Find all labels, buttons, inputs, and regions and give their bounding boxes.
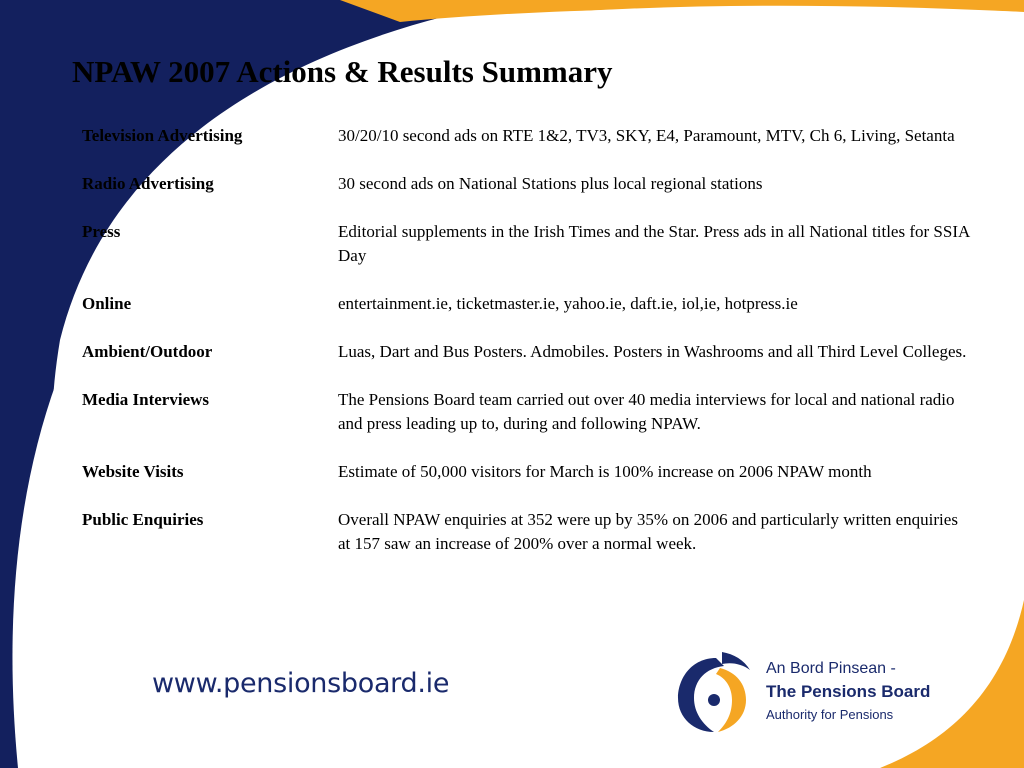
summary-row-television (82, 124, 982, 148)
row-text: The Pensions Board team carried out over 40 media interviews for local and national radio and press leading up to, during and following NPAW. (338, 390, 955, 433)
summary-row-radio (82, 172, 982, 196)
row-text: Editorial supplements in the Irish Times and the Star. Press ads in all National titles for SSIA Day (338, 222, 970, 265)
summary-row-press (82, 220, 982, 268)
website-url: www.pensionsboard.ie (152, 668, 450, 699)
row-label: Ambient/Outdoor (82, 342, 213, 361)
row-text: Luas, Dart and Bus Posters. Admobiles. Posters in Washrooms and all Third Level Colleges. (338, 342, 967, 361)
pensions-board-logo-text (766, 657, 930, 726)
row-text: entertainment.ie, ticketmaster.ie, yahoo.ie, daft.ie, iol,ie, hotpress.ie (338, 294, 798, 313)
summary-row-ambient (82, 340, 982, 364)
row-text: 30 second ads on National Stations plus local regional stations (338, 174, 763, 193)
row-label: Television Advertising (82, 126, 243, 145)
row-label: Website Visits (82, 462, 184, 481)
row-label: Press (82, 222, 121, 241)
row-label: Radio Advertising (82, 174, 214, 193)
row-text: Estimate of 50,000 visitors for March is 100% increase on 2006 NPAW month (338, 462, 872, 481)
row-label: Public Enquiries (82, 510, 204, 529)
logo-text-line3: Authority for Pensions (766, 707, 894, 722)
logo-text-line2: The Pensions Board (766, 682, 931, 701)
summary-row-enquiries (82, 508, 982, 556)
logo-arc-navy-inner (722, 652, 750, 670)
logo-text-line1: An Bord Pinsean - (766, 660, 896, 677)
summary-list (82, 124, 982, 580)
summary-row-media (82, 388, 982, 436)
page-title: NPAW 2007 Actions & Results Summary (72, 54, 613, 89)
row-label: Online (82, 294, 132, 313)
pensions-board-logo-icon (672, 648, 754, 736)
logo-arc-gold (716, 668, 746, 732)
row-text: Overall NPAW enquiries at 352 were up by 35% on 2006 and particularly written enquiries at 157 saw an increase of 200% over a normal week. (338, 510, 958, 553)
logo-center-dot (708, 694, 720, 706)
row-text: 30/20/10 second ads on RTE 1&2, TV3, SKY, E4, Paramount, MTV, Ch 6, Living, Setanta (338, 126, 955, 145)
summary-row-online (82, 292, 982, 316)
summary-row-website (82, 460, 982, 484)
row-label: Media Interviews (82, 390, 210, 409)
